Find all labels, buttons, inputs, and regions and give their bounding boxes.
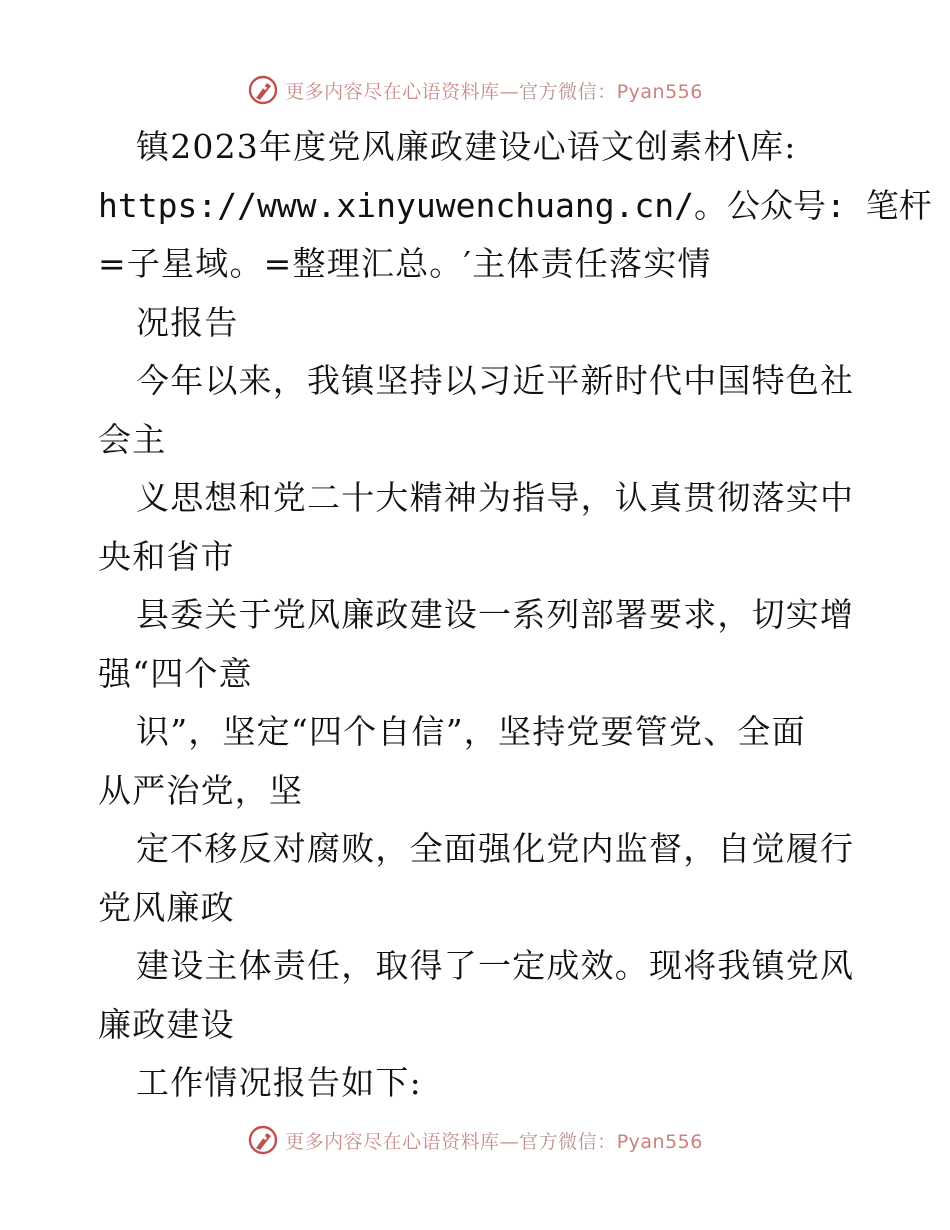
text-line-16: 廉政建设	[98, 1004, 235, 1044]
text-line	[98, 820, 858, 879]
text-line	[98, 879, 858, 938]
header-watermark	[0, 70, 950, 110]
watermark-wechat-label: 官方微信：	[519, 1130, 617, 1153]
text-line	[98, 118, 858, 177]
watermark-dash: —	[499, 1130, 520, 1153]
watermark-wechat-label: 官方微信：	[519, 80, 617, 103]
text-line	[98, 235, 858, 294]
text-line	[98, 645, 858, 704]
text-line	[98, 586, 858, 645]
watermark-brand: 更多内容尽在心语资料库	[285, 80, 500, 103]
pen-nib-logo-icon	[247, 74, 279, 106]
text-line-1: 镇2023年度党风廉政建设心语文创素材\库:	[136, 127, 797, 166]
text-line	[98, 294, 858, 353]
text-line	[98, 703, 858, 762]
text-line-13: 定不移反对腐败，全面强化党内监督，自觉履行	[136, 829, 855, 868]
text-line-17: 工作情况报告如下:	[136, 1063, 422, 1102]
text-line-3: =子星域。=整理汇总。′主体责任落实情	[98, 244, 712, 283]
text-line	[98, 469, 858, 528]
text-line-2: https://www.xinyuwenchuang.cn/。公众号: 笔杆	[98, 185, 932, 225]
watermark-text	[285, 1127, 703, 1154]
text-line-12: 从严治党，坚	[98, 770, 304, 810]
document-body	[98, 118, 932, 1113]
text-line	[98, 528, 858, 587]
text-line-7: 义思想和党二十大精神为指导，认真贯彻落实中	[136, 478, 855, 517]
text-line-8: 央和省市	[98, 536, 235, 576]
text-line-11: 识”，坚定“四个自信”，坚持党要管党、全面	[136, 712, 806, 751]
text-line	[98, 352, 858, 411]
watermark-dash: —	[499, 80, 520, 103]
text-line	[98, 177, 932, 236]
text-line	[98, 411, 858, 470]
watermark-wechat-id: Pyan556	[616, 1130, 703, 1153]
text-line	[98, 762, 858, 821]
watermark-brand: 更多内容尽在心语资料库	[285, 1130, 500, 1153]
text-line	[98, 996, 858, 1055]
text-line-4: 况报告	[136, 302, 239, 342]
text-line-10: 强“四个意	[98, 653, 253, 693]
watermark-wechat-id: Pyan556	[616, 80, 703, 103]
text-line-6: 会主	[98, 419, 167, 459]
text-line-15: 建设主体责任，取得了一定成效。现将我镇党风	[136, 946, 855, 985]
text-line	[98, 937, 858, 996]
text-line-5: 今年以来，我镇坚持以习近平新时代中国特色社	[136, 361, 855, 400]
text-line-14: 党风廉政	[98, 887, 235, 927]
pen-nib-logo-icon	[247, 1124, 279, 1156]
watermark-text	[285, 77, 703, 104]
text-line-9: 县委关于党风廉政建设一系列部署要求，切实增	[136, 595, 855, 634]
text-line	[98, 1054, 858, 1113]
footer-watermark	[0, 1120, 950, 1160]
